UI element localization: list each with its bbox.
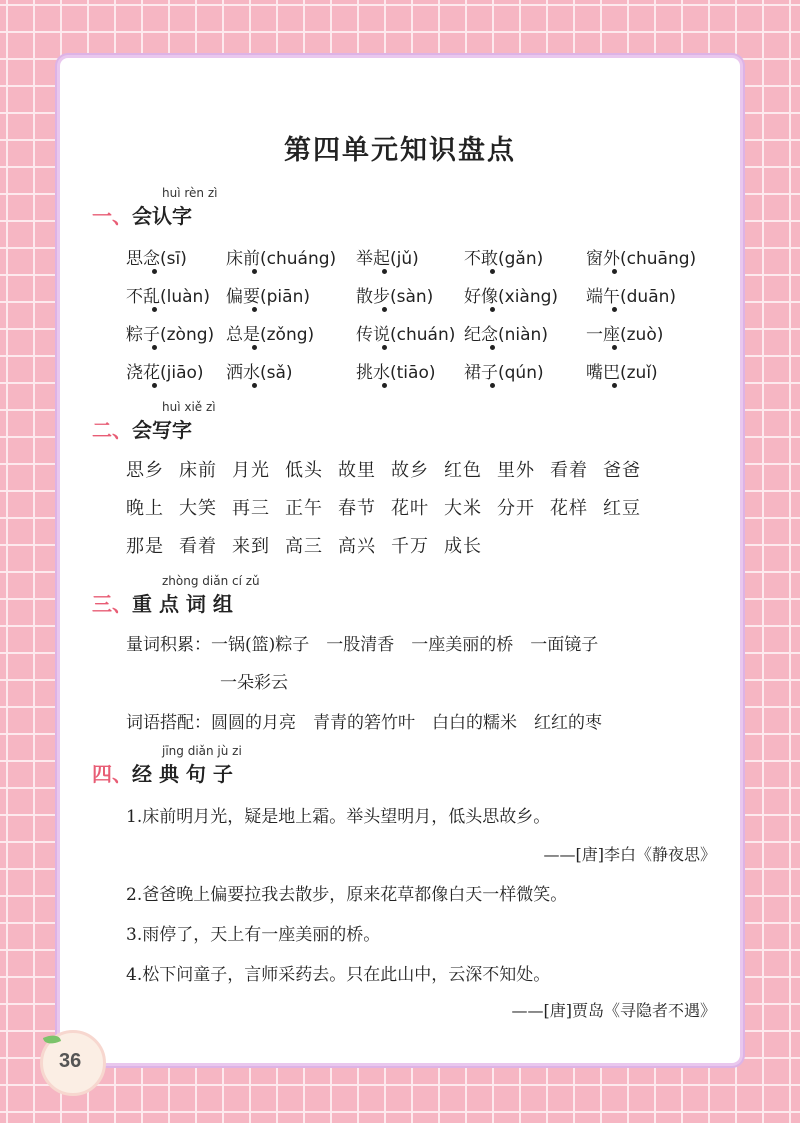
page-title: 第四单元知识盘点 (284, 135, 516, 166)
page-number: 36 (59, 1050, 82, 1072)
sentence-1-source: ——[唐]李白《静夜思》 (543, 845, 716, 864)
recognize-word: 裙子(qún) (464, 363, 544, 383)
write-word: 千万 (391, 536, 429, 557)
write-word: 那是 (126, 536, 164, 557)
emphasis-dot (252, 345, 257, 350)
section-number: 三、 (92, 592, 132, 616)
section-pinyin: huì rèn zì (162, 186, 218, 200)
recognize-word: 嘴巴(zuǐ) (586, 363, 658, 383)
emphasis-dot (490, 269, 495, 274)
section-number: 四、 (92, 762, 132, 786)
section-number: 一、 (92, 204, 132, 228)
section-heading (92, 588, 233, 617)
recognize-word: 端午(duān) (586, 287, 677, 307)
recognize-word: 思念(sī) (126, 249, 187, 269)
write-word: 爸爸 (603, 460, 641, 481)
write-word: 看着 (179, 536, 217, 557)
emphasis-dot (152, 345, 157, 350)
section-title: 重 点 词 组 (132, 592, 233, 616)
recognize-word: 举起(jǔ) (356, 249, 419, 269)
sentence-2: 2.爸爸晚上偏要拉我去散步，原来花草都像白天一样微笑。 (126, 885, 568, 905)
recognize-word: 偏要(piān) (226, 287, 310, 307)
emphasis-dot (152, 307, 157, 312)
write-word: 高三 (285, 536, 323, 557)
write-word: 晚上 (126, 498, 164, 519)
write-word: 月光 (232, 460, 270, 481)
sentence-1: 1.床前明月光，疑是地上霜。举头望明月，低头思故乡。 (126, 807, 551, 827)
content-card (60, 58, 740, 1063)
emphasis-dot (382, 269, 387, 274)
emphasis-dot (612, 383, 617, 388)
write-word: 故乡 (391, 460, 429, 481)
emphasis-dot (490, 383, 495, 388)
recognize-word: 浇花(jiāo) (126, 363, 204, 383)
sentence-4: 4.松下问童子，言师采药去。只在此山中，云深不知处。 (126, 965, 551, 985)
recognize-word: 好像(xiàng) (464, 287, 559, 307)
write-word: 正午 (285, 498, 323, 519)
emphasis-dot (490, 345, 495, 350)
recognize-word: 传说(chuán) (356, 325, 456, 345)
sentence-4-source: ——[唐]贾岛《寻隐者不遇》 (511, 1001, 716, 1020)
emphasis-dot (612, 307, 617, 312)
recognize-word: 纪念(niàn) (464, 325, 548, 345)
section-pinyin: huì xiě zì (162, 400, 216, 414)
word-match-line: 词语搭配：圆圆的月亮 青青的箬竹叶 白白的糯米 红红的枣 (126, 713, 602, 733)
write-word: 大米 (444, 498, 482, 519)
measure-words-line-2: 一朵彩云 (220, 673, 288, 693)
write-word: 低头 (285, 460, 323, 481)
section-title: 会写字 (132, 418, 192, 442)
section-heading (92, 200, 192, 229)
section-pinyin: zhòng diǎn cí zǔ (162, 574, 260, 588)
emphasis-dot (382, 307, 387, 312)
recognize-word: 不敢(gǎn) (464, 249, 544, 269)
emphasis-dot (612, 345, 617, 350)
recognize-word: 散步(sàn) (356, 287, 434, 307)
write-word: 红色 (444, 460, 482, 481)
emphasis-dot (252, 269, 257, 274)
write-word: 成长 (444, 536, 482, 557)
write-word: 里外 (497, 460, 535, 481)
section-title: 会认字 (132, 204, 192, 228)
emphasis-dot (152, 383, 157, 388)
recognize-word: 床前(chuáng) (226, 249, 337, 269)
write-word: 花叶 (391, 498, 429, 519)
section-heading (92, 414, 192, 443)
write-word: 大笑 (179, 498, 217, 519)
measure-words-line: 量词积累：一锅(篮)粽子 一股清香 一座美丽的桥 一面镜子 (126, 635, 599, 655)
section-pinyin: jīng diǎn jù zi (162, 744, 242, 758)
write-word: 花样 (550, 498, 588, 519)
recognize-word: 挑水(tiāo) (356, 363, 436, 383)
write-word: 来到 (232, 536, 270, 557)
recognize-word: 不乱(luàn) (126, 287, 210, 307)
sentence-3: 3.雨停了，天上有一座美丽的桥。 (126, 925, 381, 945)
emphasis-dot (490, 307, 495, 312)
emphasis-dot (252, 307, 257, 312)
write-word: 春节 (338, 498, 376, 519)
emphasis-dot (382, 383, 387, 388)
recognize-word: 窗外(chuāng) (586, 249, 697, 269)
section-title: 经 典 句 子 (132, 762, 233, 786)
write-word: 高兴 (338, 536, 376, 557)
recognize-word: 总是(zǒng) (226, 325, 315, 345)
write-word: 故里 (338, 460, 376, 481)
recognize-word: 一座(zuò) (586, 325, 664, 345)
emphasis-dot (612, 269, 617, 274)
write-word: 红豆 (603, 498, 641, 519)
emphasis-dot (252, 383, 257, 388)
recognize-word: 粽子(zòng) (126, 325, 215, 345)
write-word: 床前 (179, 460, 217, 481)
section-number: 二、 (92, 418, 132, 442)
write-word: 分开 (497, 498, 535, 519)
write-word: 看着 (550, 460, 588, 481)
write-word: 思乡 (126, 460, 164, 481)
write-word: 再三 (232, 498, 270, 519)
recognize-word: 洒水(sǎ) (226, 363, 293, 383)
emphasis-dot (382, 345, 387, 350)
emphasis-dot (152, 269, 157, 274)
section-heading (92, 758, 233, 787)
